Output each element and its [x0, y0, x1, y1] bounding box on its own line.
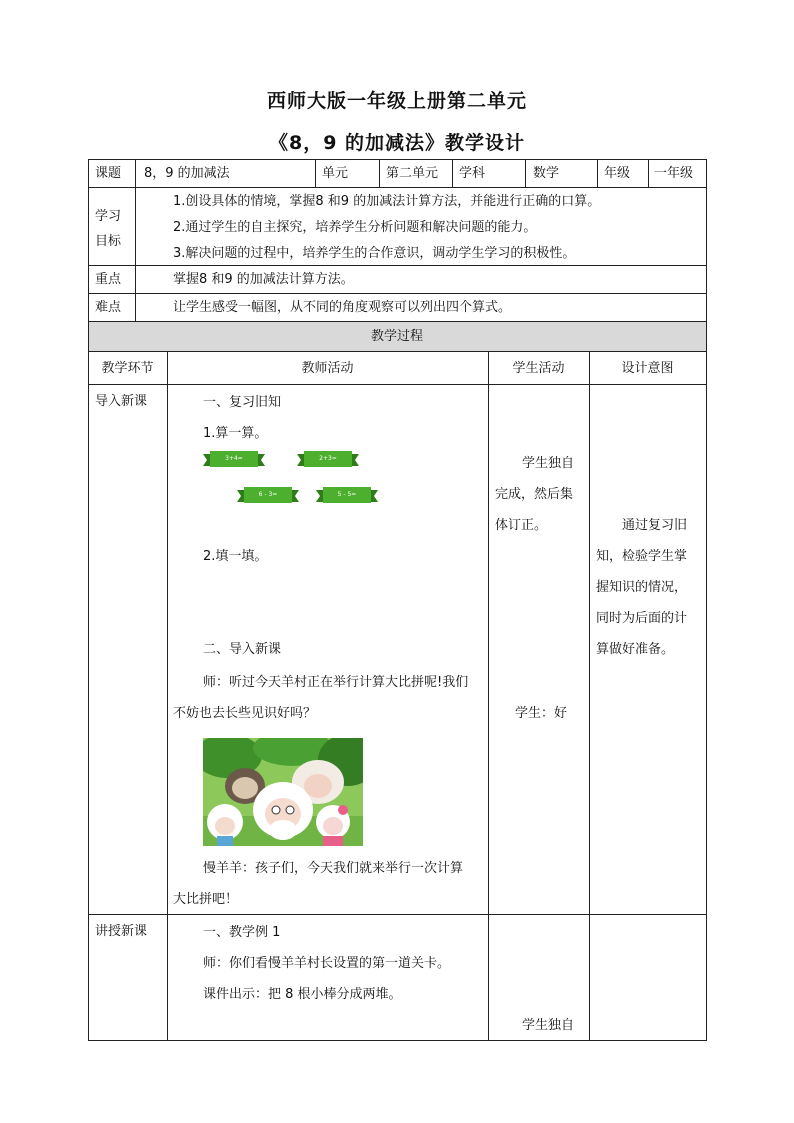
grade-label: 年级	[604, 166, 631, 181]
courseware-line: 课件出示：把 8 根小棒分成两堆。	[203, 987, 402, 1002]
table-border	[88, 914, 707, 915]
table-border	[88, 265, 707, 266]
table-border	[315, 159, 316, 187]
student-activity-line: 学生独自	[522, 456, 575, 471]
objective-item: 3.解决问题的过程中，培养学生的合作意识，调动学生学习的积极性。	[173, 246, 576, 261]
example-heading: 一、教学例 1	[203, 925, 281, 940]
table-border	[589, 351, 590, 1041]
table-border	[597, 159, 598, 187]
review-heading: 一、复习旧知	[203, 395, 282, 410]
design-intent-line: 通过复习旧	[622, 518, 688, 533]
table-border	[88, 293, 707, 294]
objectives-label: 目标	[95, 234, 122, 249]
subject-label: 学科	[459, 166, 486, 181]
table-border	[88, 187, 707, 188]
key-point-label: 重点	[95, 272, 122, 287]
objectives-label: 学习	[95, 209, 122, 224]
design-intent-line: 算做好准备。	[596, 642, 675, 657]
ribbon-banner	[237, 486, 299, 506]
student-activity-line: 体订正。	[495, 518, 548, 533]
column-header-teacher: 教师活动	[301, 361, 354, 376]
unit-value: 第二单元	[386, 166, 439, 181]
table-border	[379, 159, 380, 187]
slow-sheep-line: 大比拼吧！	[173, 892, 239, 907]
table-border	[88, 159, 89, 1041]
ribbon-banner	[297, 450, 359, 470]
table-border	[88, 321, 707, 322]
table-border	[88, 159, 707, 160]
new-lesson-heading: 二、导入新课	[203, 642, 282, 657]
teacher-line: 不妨也去长些见识好吗？	[173, 706, 317, 721]
student-activity-line: 完成，然后集	[495, 487, 574, 502]
topic-value: 8，9 的加减法	[144, 166, 230, 181]
table-border	[706, 159, 707, 1041]
design-intent-line: 知，检验学生掌	[596, 549, 688, 564]
cartoon-sheep-illustration	[203, 738, 363, 846]
stage-teach: 讲授新课	[95, 924, 148, 939]
ribbon-banner	[203, 450, 265, 470]
difficulty-value: 让学生感受一幅图，从不同的角度观察可以列出四个算式。	[173, 300, 512, 315]
key-point-value: 掌握8 和9 的加减法计算方法。	[173, 272, 354, 287]
table-border	[648, 159, 649, 187]
lesson-title: 《8，9 的加减法》教学设计	[268, 132, 526, 154]
column-header-student: 学生活动	[512, 361, 565, 376]
student-activity-line: 学生独自	[522, 1018, 575, 1033]
design-intent-line: 同时为后面的计	[596, 611, 688, 626]
process-heading: 教学过程	[370, 329, 423, 344]
table-border	[167, 351, 168, 1041]
ribbon-banner	[316, 486, 378, 506]
table-border	[88, 351, 707, 352]
table-border	[488, 351, 489, 1041]
table-border	[88, 384, 707, 385]
teacher-line: 师：听过今天羊村正在举行计算大比拼呢!我们	[203, 675, 469, 690]
grade-value: 一年级	[654, 166, 694, 181]
ribbon-text: 6 - 3=	[258, 491, 278, 498]
document-title: 西师大版一年级上册第二单元	[266, 90, 527, 112]
table-border	[88, 1040, 707, 1041]
fill-heading: 2.填一填。	[203, 549, 268, 564]
stage-intro: 导入新课	[95, 394, 148, 409]
teacher-line: 师：你们看慢羊羊村长设置的第一道关卡。	[203, 956, 451, 971]
table-border	[135, 159, 136, 321]
student-reply: 学生：好	[515, 706, 568, 721]
topic-label: 课题	[95, 166, 122, 181]
column-header-stage: 教学环节	[101, 361, 154, 376]
subject-value: 数学	[533, 166, 560, 181]
column-header-intent: 设计意图	[621, 361, 674, 376]
difficulty-label: 难点	[95, 300, 122, 315]
table-border	[525, 159, 526, 187]
ribbon-text: 3+4=	[225, 455, 243, 462]
calc-heading: 1.算一算。	[203, 426, 268, 441]
ribbon-text: 2+3=	[319, 455, 337, 462]
slow-sheep-line: 慢羊羊：孩子们，今天我们就来举行一次计算	[203, 861, 464, 876]
table-border	[452, 159, 453, 187]
unit-label: 单元	[322, 166, 349, 181]
ribbon-text: 5 - 5=	[337, 491, 357, 498]
objective-item: 1.创设具体的情境，掌握8 和9 的加减法计算方法，并能进行正确的口算。	[173, 194, 601, 209]
objective-item: 2.通过学生的自主探究，培养学生分析问题和解决问题的能力。	[173, 220, 537, 235]
design-intent-line: 握知识的情况，	[596, 580, 688, 595]
